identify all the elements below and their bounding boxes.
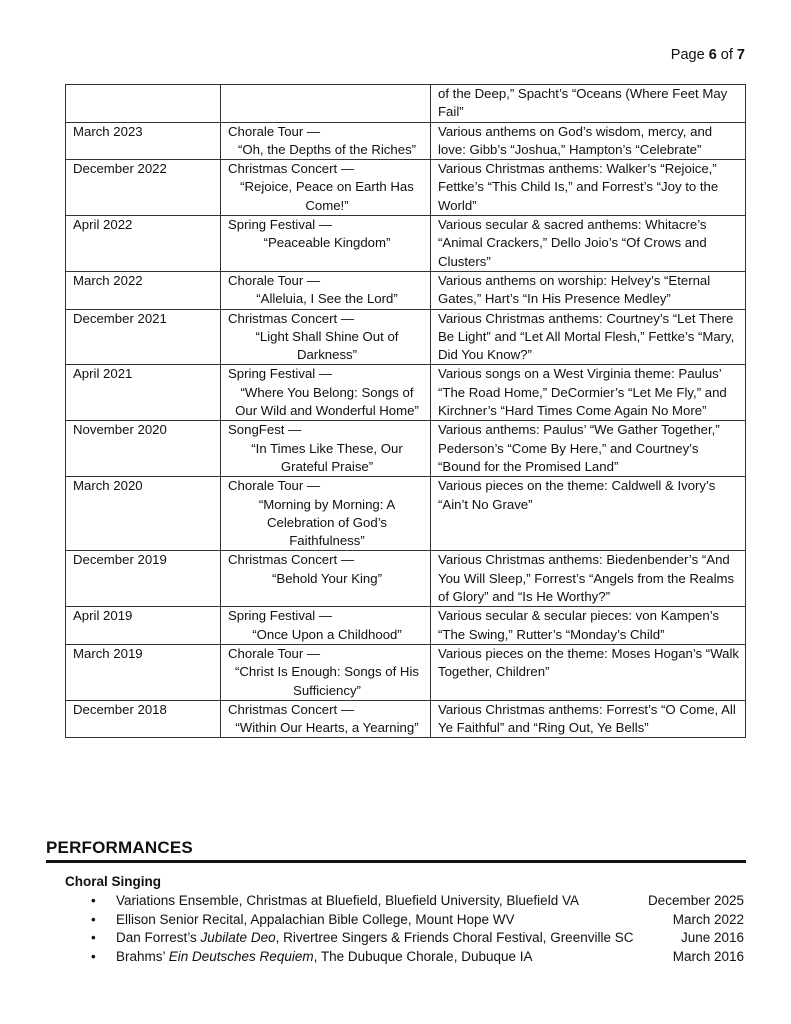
section-divider (46, 860, 746, 863)
performance-work-title: Jubilate Deo (200, 930, 276, 946)
concert-event-cell (221, 607, 431, 645)
concert-date: November 2020 (66, 421, 221, 477)
concert-date: December 2018 (66, 700, 221, 738)
table-row (66, 216, 746, 272)
concert-event: Christmas Concert — (228, 552, 355, 568)
performances-list (88, 892, 744, 966)
concert-event-cell (221, 551, 431, 607)
concert-title: “Peaceable Kingdom” (263, 235, 391, 251)
choral-singing-heading: Choral Singing (65, 874, 161, 889)
concert-event-cell (221, 700, 431, 738)
concert-date: March 2020 (66, 477, 221, 551)
concert-description: Various anthems on God’s wisdom, mercy, and love: Gibb’s “Joshua,” Hampton’s “Celebrate” (431, 122, 746, 160)
concert-title: “Once Upon a Childhood” (252, 626, 402, 642)
bullet-icon: • (91, 930, 96, 946)
concert-description: Various anthems on worship: Helvey’s “Eternal Gates,” Hart’s “In His Presence Medley” (431, 271, 746, 309)
concert-title: “Christ Is Enough: Songs of His Sufficiency” (235, 664, 419, 698)
table-row (66, 365, 746, 421)
table-row (66, 85, 746, 123)
concert-title: “Oh, the Depths of the Riches” (237, 141, 417, 157)
concert-date: December 2021 (66, 309, 221, 365)
concert-date (66, 85, 221, 123)
table-row (66, 700, 746, 738)
concert-event: Chorale Tour — (228, 272, 321, 288)
concert-date: April 2019 (66, 607, 221, 645)
concert-event-cell (221, 365, 431, 421)
performance-date: March 2016 (672, 948, 744, 964)
table-row (66, 122, 746, 160)
concert-description: Various Christmas anthems: Biedenbender’s “And You Will Sleep,” Forrest’s “Angels from the Realms of Glory” and “Is He Worthy?” (431, 551, 746, 607)
concert-event: Spring Festival — (228, 608, 333, 624)
concert-description: Various Christmas anthems: Courtney’s “Let There Be Light” and “Let All Mortal Flesh,” Fettke’s “Mary, Did You Know?” (431, 309, 746, 365)
concert-event: Chorale Tour — (228, 478, 321, 494)
performance-description (116, 929, 633, 948)
concert-description: of the Deep,” Spacht’s “Oceans (Where Feet May Fail” (431, 85, 746, 123)
concert-title: “Alleluia, I See the Lord” (256, 291, 398, 307)
concert-event-cell (221, 644, 431, 700)
concerts-table (65, 84, 746, 738)
list-item (88, 911, 744, 930)
concerts-table-body (66, 85, 746, 738)
table-row (66, 309, 746, 365)
performance-text-tail: , Rivertree Singers & Friends Choral Festival, Greenville SC (275, 930, 634, 946)
performance-description (116, 892, 579, 911)
concert-event-cell (221, 309, 431, 365)
concert-date: March 2019 (66, 644, 221, 700)
concert-event-cell (221, 122, 431, 160)
concert-description: Various Christmas anthems: Forrest’s “O Come, All Ye Faithful” and “Ring Out, Ye Bells” (431, 700, 746, 738)
concert-event: Christmas Concert — (228, 701, 355, 717)
page-total: 7 (736, 47, 745, 63)
performance-text: Variations Ensemble, Christmas at Bluefield, Bluefield University, Bluefield VA (116, 893, 579, 908)
list-item (88, 929, 744, 948)
table-row (66, 551, 746, 607)
performance-description (116, 911, 514, 930)
concert-event-cell (221, 271, 431, 309)
list-item (88, 892, 744, 911)
table-row (66, 271, 746, 309)
concert-description: Various secular & secular pieces: von Kampen’s “The Swing,” Rutter’s “Monday’s Child” (431, 607, 746, 645)
concert-event: Chorale Tour — (228, 123, 321, 139)
page-number (671, 47, 745, 63)
concert-event: Chorale Tour — (228, 645, 321, 661)
performance-text: Brahms’ (116, 948, 169, 964)
bullet-icon: • (91, 948, 96, 964)
performance-text: Ellison Senior Recital, Appalachian Bible College, Mount Hope WV (116, 911, 515, 927)
concert-date: December 2022 (66, 160, 221, 216)
concert-event-cell (221, 477, 431, 551)
concert-description: Various anthems: Paulus’ “We Gather Together,” Pederson’s “Come By Here,” and Courtney’s “Bound for the Promised Land” (431, 421, 746, 477)
concert-description: Various pieces on the theme: Caldwell & Ivory’s “Ain’t No Grave” (431, 477, 746, 551)
concert-date: April 2021 (66, 365, 221, 421)
concert-event: Christmas Concert — (228, 310, 355, 326)
concert-date: December 2019 (66, 551, 221, 607)
table-row (66, 421, 746, 477)
concert-event-cell (221, 160, 431, 216)
performance-date: December 2025 (647, 893, 744, 908)
table-row (66, 160, 746, 216)
concert-event: Spring Festival — (228, 366, 333, 382)
concert-title: “Within Our Hearts, a Yearning” (235, 720, 419, 736)
bullet-icon: • (91, 911, 96, 927)
performance-date: March 2022 (672, 911, 744, 927)
concert-event-cell (221, 216, 431, 272)
table-row (66, 644, 746, 700)
concert-title: “Rejoice, Peace on Earth Has Come!” (240, 179, 414, 213)
performance-work-title: Ein Deutsches Requiem (168, 948, 314, 964)
performance-text: Dan Forrest’s (116, 930, 201, 946)
performance-date: June 2016 (680, 930, 744, 946)
bullet-icon: • (91, 893, 96, 908)
concert-date: March 2022 (66, 271, 221, 309)
concert-title: “Where You Belong: Songs of Our Wild and Wonderful Home” (235, 384, 419, 419)
list-item (88, 948, 744, 967)
concert-event: SongFest — (228, 422, 302, 438)
concert-title: “Behold Your King” (272, 570, 382, 586)
performance-description (116, 948, 533, 967)
page-of: of (716, 47, 737, 63)
performance-text-tail: , The Dubuque Chorale, Dubuque IA (313, 948, 533, 964)
concert-title: “In Times Like These, Our Grateful Praise” (251, 440, 403, 474)
concert-title: “Light Shall Shine Out of Darkness” (255, 328, 399, 363)
concert-title: “Morning by Morning: A Celebration of God’s Faithfulness” (258, 496, 396, 549)
concert-event: Christmas Concert — (228, 161, 355, 177)
concert-event-cell (221, 421, 431, 477)
page-current: 6 (708, 47, 717, 63)
page-label: Page (670, 47, 709, 63)
concert-description: Various songs on a West Virginia theme: Paulus’ “The Road Home,” DeCormier’s “Let Me Fly,” and Kirchner’s “Hard Times Come Again No More” (431, 365, 746, 421)
concert-description: Various pieces on the theme: Moses Hogan’s “Walk Together, Children” (431, 644, 746, 700)
concert-date: March 2023 (66, 122, 221, 160)
performances-heading: PERFORMANCES (46, 838, 193, 857)
concert-event: Spring Festival — (228, 217, 333, 233)
concert-date: April 2022 (66, 216, 221, 272)
concert-description: Various Christmas anthems: Walker’s “Rejoice,” Fettke’s “This Child Is,” and Forrest’s “Joy to the World” (431, 160, 746, 216)
concert-description: Various secular & sacred anthems: Whitacre’s “Animal Crackers,” Dello Joio’s “Of Crows and Clusters” (431, 216, 746, 272)
table-row (66, 477, 746, 551)
table-row (66, 607, 746, 645)
concert-event-cell (221, 85, 431, 123)
